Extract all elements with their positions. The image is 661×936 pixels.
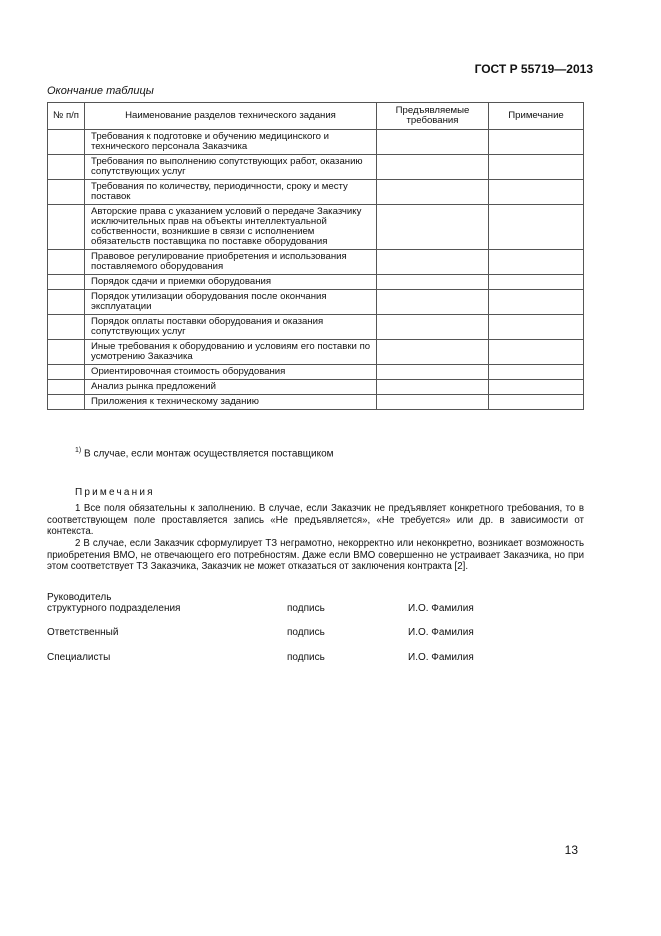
row-number-cell xyxy=(48,380,85,395)
note-cell xyxy=(489,340,584,365)
section-name-cell: Иные требования к оборудованию и условиям его поставки по усмотрению Заказчика xyxy=(85,340,377,365)
section-name-cell: Анализ рынка предложений xyxy=(85,380,377,395)
footnote-text: В случае, если монтаж осуществляется поставщиком xyxy=(81,448,334,460)
requirements-cell xyxy=(377,250,489,275)
table-row xyxy=(48,340,584,365)
section-name-cell: Правовое регулирование приобретения и использования поставляемого оборудования xyxy=(85,250,377,275)
note-1: 1 Все поля обязательны к заполнению. В случае, если Заказчик не предъявляет конкретного требования, то в соответствующем поле проставляется запись «Не предъявляется», «Не требуется» или др. в зависимости от контекста. xyxy=(47,503,584,537)
row-number-cell xyxy=(48,130,85,155)
section-name-cell: Приложения к техническому заданию xyxy=(85,395,377,410)
footnote-mark: 1) xyxy=(75,447,82,454)
signature-name: И.О. Фамилия xyxy=(408,627,474,638)
col-note-header: Примечание xyxy=(489,103,584,130)
note-cell xyxy=(489,315,584,340)
requirements-cell xyxy=(377,155,489,180)
section-name-cell: Авторские права с указанием условий о передаче Заказчику исключительных прав на объекты интеллектуальной собственности, возникшие в связи с исполнением обязательств поставщика по поставке оборудования xyxy=(85,205,377,250)
section-name-cell: Порядок оплаты поставки оборудования и оказания сопутствующих услуг xyxy=(85,315,377,340)
table-row xyxy=(48,180,584,205)
requirements-cell xyxy=(377,365,489,380)
table-row xyxy=(48,380,584,395)
note-cell xyxy=(489,365,584,380)
table-row xyxy=(48,130,584,155)
row-number-cell xyxy=(48,340,85,365)
table-row xyxy=(48,365,584,380)
section-name-cell: Требования по количеству, периодичности, сроку и месту поставок xyxy=(85,180,377,205)
note-cell xyxy=(489,130,584,155)
row-number-cell xyxy=(48,205,85,250)
table-row xyxy=(48,275,584,290)
row-number-cell xyxy=(48,315,85,340)
note-cell xyxy=(489,290,584,315)
table-caption: Окончание таблицы xyxy=(47,85,154,97)
footnote xyxy=(75,447,334,459)
signature-sign: подпись xyxy=(287,652,325,663)
signature-role: Специалисты xyxy=(47,652,111,663)
note-cell xyxy=(489,380,584,395)
requirements-cell xyxy=(377,380,489,395)
requirements-cell xyxy=(377,290,489,315)
section-name-cell: Требования по выполнению сопутствующих работ, оказанию сопутствующих услуг xyxy=(85,155,377,180)
signature-name: И.О. Фамилия xyxy=(408,603,474,614)
table-header-row xyxy=(48,103,584,130)
table-row xyxy=(48,250,584,275)
row-number-cell xyxy=(48,275,85,290)
row-number-cell xyxy=(48,155,85,180)
notes-heading: Примечания xyxy=(75,487,155,498)
note-cell xyxy=(489,250,584,275)
table-row xyxy=(48,290,584,315)
section-name-cell: Требования к подготовке и обучению медицинского и технического персонала Заказчика xyxy=(85,130,377,155)
signature-role-line1: Руководитель xyxy=(47,592,112,603)
requirements-cell xyxy=(377,315,489,340)
row-number-cell xyxy=(48,395,85,410)
note-2: 2 В случае, если Заказчик сформулирует ТЗ неграмотно, некорректно или неконкретно, возникает возможность приобретения ВМО, не отвечающего его потребностям. Даже если ВМО совершенно не устраивает Заказчика, но при этом соответствует ТЗ Заказчика, Заказчик не может отказаться от заключения контракта [2]. xyxy=(47,538,584,572)
requirements-cell xyxy=(377,340,489,365)
row-number-cell xyxy=(48,250,85,275)
standard-number: ГОСТ Р 55719—2013 xyxy=(474,62,593,76)
note-cell xyxy=(489,205,584,250)
table-row xyxy=(48,205,584,250)
col-number-header: № п/п xyxy=(48,103,85,130)
requirements-table xyxy=(47,102,584,410)
row-number-cell xyxy=(48,180,85,205)
note-cell xyxy=(489,155,584,180)
requirements-cell xyxy=(377,130,489,155)
table-row xyxy=(48,155,584,180)
signature-sign: подпись xyxy=(287,603,325,614)
table-row xyxy=(48,315,584,340)
row-number-cell xyxy=(48,290,85,315)
requirements-cell xyxy=(377,275,489,290)
signature-role: Ответственный xyxy=(47,627,119,638)
col-section-name-header: Наименование разделов технического задания xyxy=(85,103,377,130)
row-number-cell xyxy=(48,365,85,380)
requirements-cell xyxy=(377,205,489,250)
note-cell xyxy=(489,395,584,410)
section-name-cell: Порядок сдачи и приемки оборудования xyxy=(85,275,377,290)
requirements-cell xyxy=(377,180,489,205)
requirements-cell xyxy=(377,395,489,410)
note-cell xyxy=(489,180,584,205)
note-cell xyxy=(489,275,584,290)
signature-name: И.О. Фамилия xyxy=(408,652,474,663)
col-requirements-header: Предъявляемые требования xyxy=(377,103,489,130)
signature-sign: подпись xyxy=(287,627,325,638)
signature-role: структурного подразделения xyxy=(47,603,181,614)
page-number: 13 xyxy=(564,843,578,857)
table-row xyxy=(48,395,584,410)
section-name-cell: Порядок утилизации оборудования после окончания эксплуатации xyxy=(85,290,377,315)
section-name-cell: Ориентировочная стоимость оборудования xyxy=(85,365,377,380)
